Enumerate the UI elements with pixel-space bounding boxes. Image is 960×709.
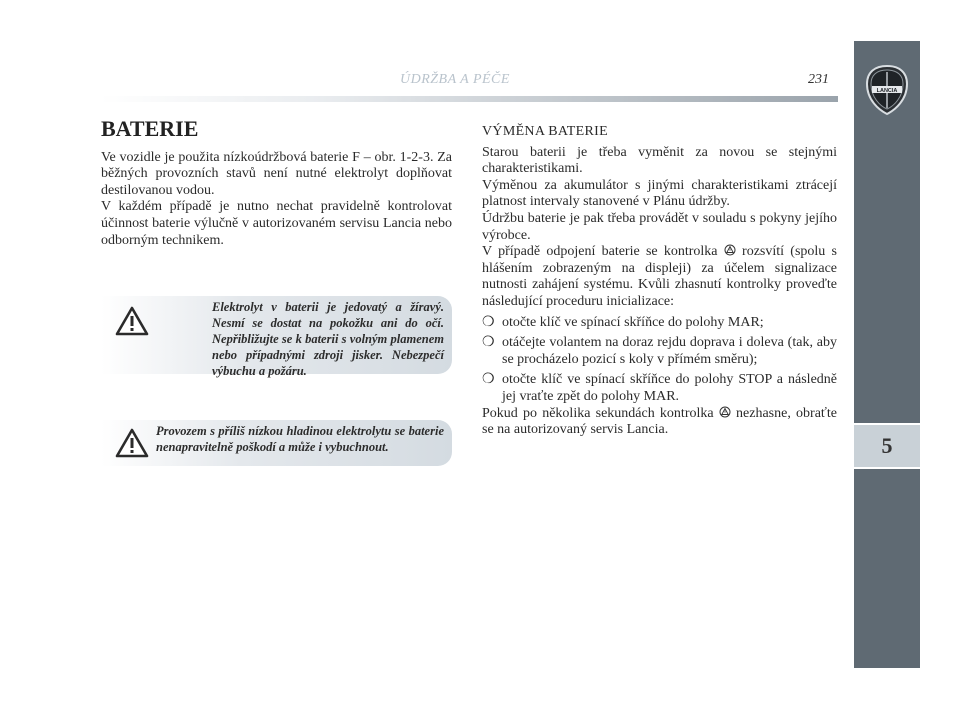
bullet-circle-icon: ❍ — [482, 372, 495, 388]
right-column — [482, 124, 837, 439]
section-heading-vymena: VÝMĚNA BATERIE — [482, 124, 608, 139]
chapter-tab[interactable]: 5 — [854, 423, 920, 469]
page-header-title: ÚDRŽBA A PÉČE — [400, 72, 510, 87]
right-paragraph-5b: nezhasne, obraťte se na autorizovaný servis Lancia. — [482, 405, 838, 438]
right-paragraph-4 — [482, 244, 837, 310]
lancia-shield-icon — [865, 64, 909, 116]
warning-text-2: Provozem s příliš nízkou hladinou elektrolytu se baterie nenapravitelně poškodí a může i vybuchnout. — [156, 424, 444, 454]
right-paragraph-4b: rozsvítí (spolu s hlášením zobrazeným na displeji) za účelem signalizace nutnosti zahájení systému. Kvůli zhasnutí kontrolky proveďte následující proceduru inicializace: — [482, 244, 838, 309]
left-column — [101, 117, 452, 249]
paragraph-2: V každém případě je nutno nechat pravidelně kontrolovat účinnost baterie výlučně v autorizovaném servisu Lancia nebo odborným technikem. — [101, 199, 452, 248]
svg-text:LANCIA: LANCIA — [876, 88, 898, 94]
warning-text-1: Elektrolyt v baterii je jedovatý a žíravý. Nesmí se dostat na pokožku ani do očí. Nepřibližujte se k baterii s volným plamenem nebo případnými zdroji jisker. Nebezpečí výbuchu a požáru. — [212, 300, 444, 378]
list-item-text: otočte klíč ve spínací skříňce do polohy MAR; — [502, 314, 764, 330]
right-paragraph-3: Údržbu baterie je pak třeba provádět v souladu s pokyny jejího výrobce. — [482, 210, 837, 243]
section-heading-baterie: BATERIE — [101, 116, 199, 141]
warning-lamp-icon — [719, 406, 731, 418]
warning-box-electrolyte — [101, 296, 452, 378]
warning-triangle-icon — [115, 428, 149, 458]
right-paragraph-4a: V případě odpojení baterie se kontrolka — [482, 244, 718, 260]
right-paragraph-1: Starou baterii je třeba vyměnit za novou se stejnými charakteristikami. — [482, 144, 837, 177]
warning-lamp-icon — [724, 244, 736, 256]
list-item — [482, 335, 837, 368]
brand-logo — [854, 41, 920, 139]
bullet-circle-icon: ❍ — [482, 335, 495, 351]
header-rule — [100, 96, 838, 102]
list-item — [482, 372, 837, 405]
page-number: 231 — [808, 72, 829, 87]
right-paragraph-5a: Pokud po několika sekundách kontrolka — [482, 405, 714, 421]
warning-triangle-icon — [115, 306, 149, 336]
bullet-circle-icon: ❍ — [482, 314, 495, 330]
list-item-text: otáčejte volantem na doraz rejdu doprava i doleva (tak, aby se procházelo pozicí s koly v přímém směru); — [502, 335, 837, 367]
paragraph-1: Ve vozidle je použita nízkoúdržbová baterie F – obr. 1-2-3. Za běžných provozních stavů není nutné elektrolyt doplňovat destilovanou vodou. — [101, 149, 452, 198]
right-paragraph-5 — [482, 406, 837, 439]
list-item — [482, 315, 837, 332]
list-item-text: otočte klíč ve spínací skříňce do polohy STOP a následně jej vraťte zpět do polohy MAR. — [502, 372, 837, 404]
right-paragraph-2: Výměnou za akumulátor s jinými charakteristikami ztrácejí platnost intervaly stanovené v Plánu údržby. — [482, 177, 837, 210]
warning-box-low-electrolyte — [101, 420, 452, 466]
